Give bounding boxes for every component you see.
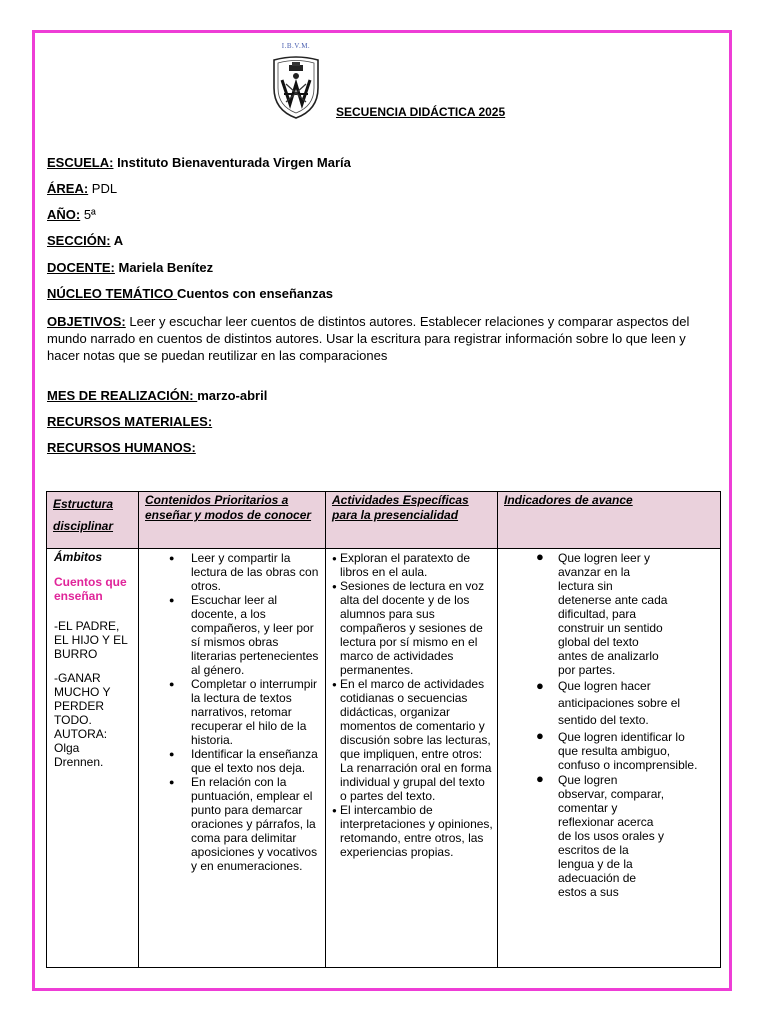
list-item: ● El intercambio de interpretaciones y opiniones, retomando, entre otros, las experiencias propias. [340, 803, 493, 859]
field-anio [47, 207, 96, 222]
area-value: PDL [88, 181, 118, 196]
header-actividades [326, 492, 498, 549]
list-item: ● Que logren identificar lo que resulta ambiguo, confuso o incomprensible. [558, 730, 698, 772]
list-item: ● En relación con la puntuación, emplear el punto para demarcar oraciones y párrafos, la coma para delimitar aposiciones y vocativos y en enumeraciones. [191, 775, 319, 873]
list-item: ● Que logren hacer anticipaciones sobre el sentido del texto. [558, 678, 698, 729]
header-indicadores-text: Indicadores de avance [504, 493, 633, 507]
header-estructura-line2: disciplinar [53, 519, 114, 533]
field-escuela [47, 155, 351, 170]
table-header-row [47, 492, 721, 549]
field-area [47, 181, 117, 196]
field-seccion [47, 233, 123, 248]
docente-value: Mariela Benítez [114, 260, 214, 275]
list-item: ● Leer y compartir la lectura de las obras con otros. [191, 551, 319, 593]
header-indicadores [498, 492, 721, 549]
escuela-value: Instituto Bienaventurada Virgen María [113, 155, 351, 170]
header-estructura [47, 492, 139, 549]
header-actividades-text: Actividades Específicas para la presencialidad [332, 493, 469, 522]
list-item: ● Exploran el paratexto de libros en el aula. [340, 551, 493, 579]
objetivos-text: Leer y escuchar leer cuentos de distintos autores. Establecer relaciones y comparar aspectos del mundo narrado en cuentos de distintos autores. Usar la escritura para registrar información sobre lo que leen y hacer notas que se puedan reutilizar en las comparaciones [47, 314, 690, 363]
didactic-table [46, 491, 721, 968]
table-row [47, 549, 721, 968]
shield-crest-icon [270, 54, 322, 120]
school-logo [268, 42, 324, 122]
ambitos-label: Ámbitos [54, 550, 102, 564]
list-item: ● Completar o interrumpir la lectura de textos narrativos, retomar recuperar el hilo de la historia. [191, 677, 319, 747]
story-1: -EL PADRE, EL HIJO Y EL BURRO [54, 619, 128, 661]
cell-estructura [47, 549, 139, 968]
field-mes [47, 388, 267, 403]
anio-label: AÑO: [47, 207, 81, 222]
seccion-value: A [110, 233, 124, 248]
mes-value: marzo-abril [197, 388, 268, 403]
field-docente [47, 260, 213, 275]
cell-contenidos [139, 549, 326, 968]
cell-actividades [326, 549, 498, 968]
document-title: SECUENCIA DIDÁCTICA 2025 [336, 105, 506, 119]
anio-value: 5ª [80, 207, 96, 222]
field-recursos-materiales [47, 414, 212, 429]
story-2: -GANAR MUCHO Y PERDER TODO. AUTORA: Olga Drennen. [54, 671, 111, 769]
recursos-materiales-label: RECURSOS MATERIALES: [47, 414, 213, 429]
escuela-label: ESCUELA: [47, 155, 114, 170]
nucleo-label: NÚCLEO TEMÁTICO [47, 286, 177, 301]
cuentos-label: Cuentos que enseñan [54, 575, 127, 603]
list-item: ● Identificar la enseñanza que el texto nos deja. [191, 747, 319, 775]
seccion-label: SECCIÓN: [47, 233, 111, 248]
logo-text: I.B.V.M. [281, 42, 311, 50]
nucleo-value: Cuentos con enseñanzas [177, 286, 334, 301]
recursos-humanos-label: RECURSOS HUMANOS: [47, 440, 196, 455]
objectives [47, 313, 717, 364]
docente-label: DOCENTE: [47, 260, 115, 275]
list-item: ● Que logren leer y avanzar en la lectura sin detenerse ante cada dificultad, para construir un sentido global del texto antes de analizarlo por partes. [558, 551, 668, 677]
area-label: ÁREA: [47, 181, 89, 196]
field-nucleo [47, 286, 333, 301]
mes-label: MES DE REALIZACIÓN: [47, 388, 198, 403]
header-estructura-line1: Estructura [53, 497, 114, 511]
header-contenidos-text: Contenidos Prioritarios a enseñar y modos de conocer [145, 493, 312, 522]
objetivos-label: OBJETIVOS: [47, 314, 126, 329]
field-recursos-humanos [47, 440, 196, 455]
list-item: ● Escuchar leer al docente, a los compañeros, y leer por sí mismos obras literarias pertenecientes al género. [191, 593, 319, 677]
list-item: ● En el marco de actividades cotidianas o secuencias didácticas, organizar momentos de comentario y discusión sobre las lecturas, que impliquen, entre otros: La renarración oral en forma individual y grupal del texto o partes del texto. [340, 677, 493, 803]
list-item: ● Que logren observar, comparar, comentar y reflexionar acerca de los usos orales y escritos de la lengua y de la adecuación de estos a sus [558, 773, 668, 899]
header-contenidos [139, 492, 326, 549]
cell-indicadores [498, 549, 721, 968]
list-item: ● Sesiones de lectura en voz alta del docente y de los alumnos para sus compañeros y sesiones de lectura por sí mismo en el marco de actividades permanentes. [340, 579, 493, 677]
